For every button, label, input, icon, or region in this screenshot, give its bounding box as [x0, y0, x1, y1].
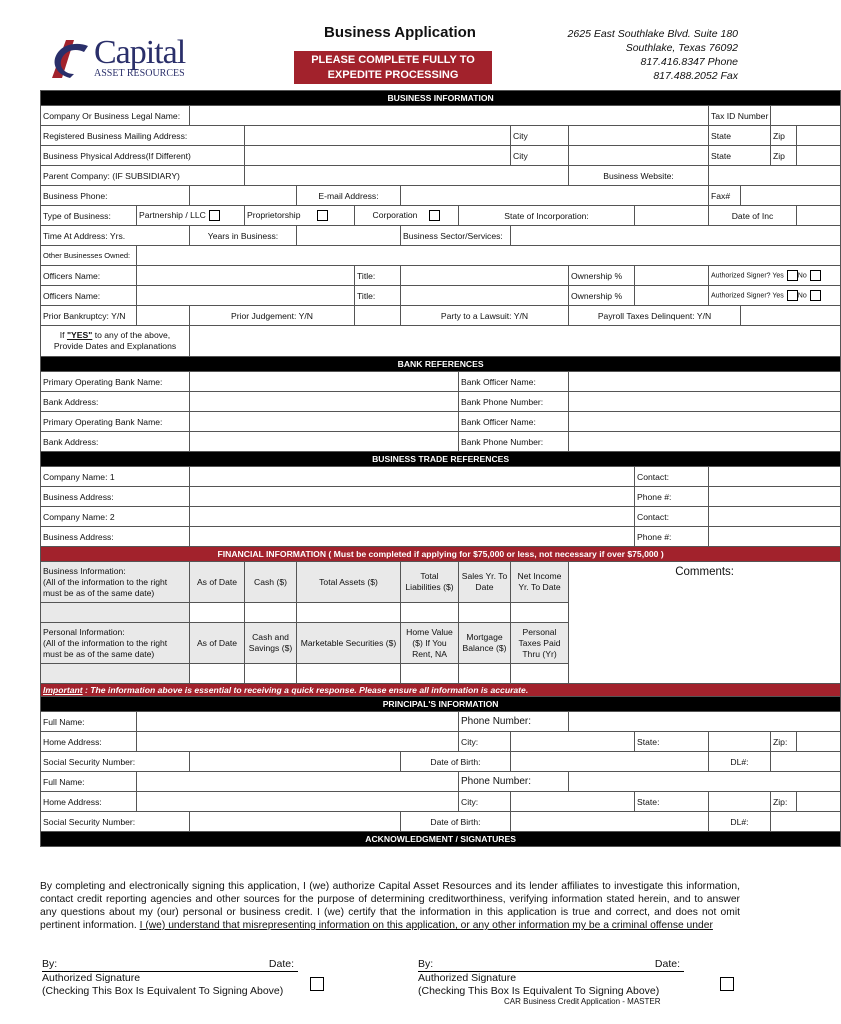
tax-id-label: Tax ID Number	[709, 106, 771, 126]
p2-city-field[interactable]	[511, 792, 635, 812]
p1-zip-field[interactable]	[797, 732, 841, 752]
p2-dl-field[interactable]	[771, 812, 841, 832]
financial-header: FINANCIAL INFORMATION ( Must be completed if applying for $75,000 or less, not necessary if over $75,000 )	[41, 547, 841, 562]
trade1-address-label: Business Address:	[41, 487, 190, 507]
business-financial-label	[41, 562, 190, 603]
bank-references-header: BANK REFERENCES	[41, 357, 841, 372]
form-footer: CAR Business Credit Application - MASTER	[504, 997, 661, 1006]
p2-phone-field[interactable]	[569, 772, 841, 792]
judgement-label: Prior Judgement: Y/N	[190, 306, 355, 326]
ack-underlined-text: I (we) understand that misrepresenting information on this application, or any other information my be a criminal offense under	[139, 920, 713, 931]
mailing-address-field[interactable]	[245, 126, 511, 146]
p2-dl-label: DL#:	[709, 812, 771, 832]
officer2-no-checkbox[interactable]	[810, 290, 821, 301]
bank2-name-label: Primary Operating Bank Name:	[41, 412, 190, 432]
physical-zip-field[interactable]	[797, 146, 841, 166]
physical-state-label: State	[709, 146, 771, 166]
business-info-header: BUSINESS INFORMATION	[41, 91, 841, 106]
corporation-label: Corporation	[372, 209, 418, 220]
per-home-value: Home Value ($) If You Rent, NA	[401, 623, 459, 664]
p1-address-label: Home Address:	[41, 732, 137, 752]
per-mortgage-field[interactable]	[459, 664, 511, 684]
by-label-right: By:	[418, 958, 434, 970]
trade2-company-field[interactable]	[190, 507, 635, 527]
p2-dob-label: Date of Birth:	[401, 812, 511, 832]
trade2-address-label: Business Address:	[41, 527, 190, 547]
p1-name-label: Full Name:	[41, 712, 137, 732]
physical-address-label: Business Physical Address(If Different)	[41, 146, 245, 166]
bank2-phone-label: Bank Phone Number:	[459, 432, 569, 452]
bus-total-liabilities-field[interactable]	[401, 603, 459, 623]
by-label-left: By:	[42, 958, 58, 970]
if-yes-post: to any of the above,	[92, 330, 171, 340]
business-info-title: Business Information:	[43, 565, 126, 576]
mailing-zip-label: Zip	[771, 126, 797, 146]
officer2-ownership-label: Ownership %	[569, 286, 635, 306]
years-in-business-label: Years in Business:	[190, 226, 297, 246]
p2-zip-label: Zip:	[771, 792, 797, 812]
important-notice	[41, 684, 841, 697]
fax-field[interactable]	[741, 186, 841, 206]
bus-total-assets-field[interactable]	[297, 603, 401, 623]
years-in-business-field[interactable]	[297, 226, 401, 246]
application-form	[40, 90, 807, 847]
address-line-1: 2625 East Southlake Blvd. Suite 180	[567, 28, 738, 40]
bus-as-of-date-field[interactable]	[190, 603, 245, 623]
trade2-company-label: Company Name: 2	[41, 507, 190, 527]
p1-state-label: State:	[635, 732, 709, 752]
per-taxes: Personal Taxes Paid Thru (Yr)	[511, 623, 569, 664]
business-phone-label: Business Phone:	[41, 186, 190, 206]
if-yes-pre: If	[59, 330, 67, 340]
officer1-yes-checkbox[interactable]	[787, 270, 798, 281]
legal-name-label: Company Or Business Legal Name:	[41, 106, 190, 126]
date-label-left: Date:	[268, 958, 294, 970]
no-label: No	[797, 292, 807, 300]
banner-line-2: EXPEDITE PROCESSING	[327, 69, 459, 81]
per-taxes-field[interactable]	[511, 664, 569, 684]
bank2-officer-field[interactable]	[569, 412, 841, 432]
corporation-checkbox[interactable]	[429, 210, 440, 221]
p2-city-label: City:	[459, 792, 511, 812]
state-inc-field[interactable]	[635, 206, 709, 226]
bankruptcy-field[interactable]	[137, 306, 190, 326]
principal-header: PRINCIPAL'S INFORMATION	[41, 697, 841, 712]
p1-dl-field[interactable]	[771, 752, 841, 772]
p1-city-field[interactable]	[511, 732, 635, 752]
p2-phone-label: Phone Number:	[459, 772, 569, 792]
p1-dob-label: Date of Birth:	[401, 752, 511, 772]
important-label: Important	[43, 685, 83, 695]
bank2-address-label: Bank Address:	[41, 432, 190, 452]
company-logo	[44, 34, 194, 82]
officer2-title-field[interactable]	[401, 286, 569, 306]
officer2-title-label: Title:	[355, 286, 401, 306]
personal-info-note: (All of the information to the right must be as of the same date)	[43, 637, 168, 659]
yes-label: Yes	[772, 272, 784, 280]
bank2-name-field[interactable]	[190, 412, 459, 432]
page-title: Business Application	[324, 24, 476, 41]
fax-number: 817.488.2052 Fax	[653, 70, 738, 82]
p1-dl-label: DL#:	[709, 752, 771, 772]
mailing-city-label: City	[511, 126, 569, 146]
payroll-label: Payroll Taxes Delinquent: Y/N	[569, 306, 741, 326]
p1-zip-label: Zip:	[771, 732, 797, 752]
p1-ssn-label: Social Security Number:	[41, 752, 190, 772]
p2-dob-field[interactable]	[511, 812, 709, 832]
officer1-name-label: Officers Name:	[41, 266, 137, 286]
per-cash-savings-field[interactable]	[245, 664, 297, 684]
bus-cash: Cash ($)	[245, 562, 297, 603]
lawsuit-label: Party to a Lawsuit: Y/N	[401, 306, 569, 326]
bus-net-income-field[interactable]	[511, 603, 569, 623]
address-line-2: Southlake, Texas 76092	[625, 42, 738, 54]
officer2-signer-group	[709, 286, 841, 306]
p2-state-label: State:	[635, 792, 709, 812]
ack-text: By completing and electronically signing this application, I (we) authorize Capital Asset Resources and its lender affiliates to investigate this information, contact credit reporting agencies and other sources for the purpose of determining creditworthiness, verifying information stated herein, and to answer any questions about my (our) personal or business credit. I (we) certify that the information in this application is true and correct, and does not omit pertinent information.	[40, 881, 740, 931]
officer1-ownership-label: Ownership %	[569, 266, 635, 286]
trade2-phone-field[interactable]	[709, 527, 841, 547]
officer1-name-field[interactable]	[137, 266, 355, 286]
trade2-contact-field[interactable]	[709, 507, 841, 527]
p2-state-field[interactable]	[709, 792, 771, 812]
signature-block-right	[418, 958, 684, 998]
officer1-title-field[interactable]	[401, 266, 569, 286]
parent-company-label: Parent Company: (IF SUBSIDIARY)	[41, 166, 245, 186]
trade1-contact-label: Contact:	[635, 467, 709, 487]
p1-state-field[interactable]	[709, 732, 771, 752]
tax-id-field[interactable]	[771, 106, 841, 126]
bus-cash-field[interactable]	[245, 603, 297, 623]
officer2-yes-checkbox[interactable]	[787, 290, 798, 301]
p1-ssn-field[interactable]	[190, 752, 401, 772]
trade1-phone-label: Phone #:	[635, 487, 709, 507]
explanations-field[interactable]	[190, 326, 841, 357]
physical-address-field[interactable]	[245, 146, 511, 166]
auth-sig-right: Authorized Signature	[418, 972, 517, 984]
per-home-value-field[interactable]	[401, 664, 459, 684]
per-as-of-date: As of Date	[190, 623, 245, 664]
other-businesses-field[interactable]	[137, 246, 841, 266]
per-securities-field[interactable]	[297, 664, 401, 684]
trade1-phone-field[interactable]	[709, 487, 841, 507]
mailing-zip-field[interactable]	[797, 126, 841, 146]
bank1-name-field[interactable]	[190, 372, 459, 392]
sign-checkbox-right[interactable]	[720, 977, 734, 991]
time-at-address-label: Time At Address: Yrs.	[41, 226, 190, 246]
officer2-name-field[interactable]	[137, 286, 355, 306]
bank1-officer-label: Bank Officer Name:	[459, 372, 569, 392]
p2-name-label: Full Name:	[41, 772, 137, 792]
legal-name-field[interactable]	[190, 106, 709, 126]
trade-references-header: BUSINESS TRADE REFERENCES	[41, 452, 841, 467]
signature-block-left	[42, 958, 298, 998]
officer1-signer-group	[709, 266, 841, 286]
per-as-of-date-field[interactable]	[190, 664, 245, 684]
proprietorship-option[interactable]	[245, 206, 355, 226]
signer-label: Authorized Signer?	[711, 292, 771, 300]
officer2-ownership-field[interactable]	[635, 286, 709, 306]
bank1-address-label: Bank Address:	[41, 392, 190, 412]
logo-wordmark: Capital	[94, 34, 186, 71]
p1-city-label: City:	[459, 732, 511, 752]
bus-total-assets: Total Assets ($)	[297, 562, 401, 603]
trade1-contact-field[interactable]	[709, 467, 841, 487]
trade2-address-field[interactable]	[190, 527, 635, 547]
bus-as-of-date: As of Date	[190, 562, 245, 603]
judgement-field[interactable]	[355, 306, 401, 326]
p1-phone-field[interactable]	[569, 712, 841, 732]
p2-address-label: Home Address:	[41, 792, 137, 812]
date-inc-label: Date of Inc	[709, 206, 797, 226]
per-mortgage: Mortgage Balance ($)	[459, 623, 511, 664]
sector-label: Business Sector/Services:	[401, 226, 511, 246]
bank1-name-label: Primary Operating Bank Name:	[41, 372, 190, 392]
officer1-no-checkbox[interactable]	[810, 270, 821, 281]
personal-financial-label	[41, 623, 190, 664]
if-yes-note	[41, 326, 190, 357]
p1-phone-label: Phone Number:	[459, 712, 569, 732]
per-financial-spacer	[41, 664, 190, 684]
date-inc-field[interactable]	[797, 206, 841, 226]
bank2-officer-label: Bank Officer Name:	[459, 412, 569, 432]
partnership-option[interactable]	[137, 206, 245, 226]
signer-label: Authorized Signer?	[711, 272, 771, 280]
bank1-phone-field[interactable]	[569, 392, 841, 412]
trade2-contact-label: Contact:	[635, 507, 709, 527]
partnership-checkbox[interactable]	[209, 210, 220, 221]
trade1-address-field[interactable]	[190, 487, 635, 507]
bank2-address-field[interactable]	[190, 432, 459, 452]
comments-box[interactable]	[569, 562, 841, 684]
payroll-field[interactable]	[741, 306, 841, 326]
proprietorship-label: Proprietorship	[247, 209, 301, 220]
trade1-company-label: Company Name: 1	[41, 467, 190, 487]
email-field[interactable]	[401, 186, 709, 206]
proprietorship-checkbox[interactable]	[317, 210, 328, 221]
officer1-title-label: Title:	[355, 266, 401, 286]
trade2-phone-label: Phone #:	[635, 527, 709, 547]
important-text: : The information above is essential to receiving a quick response. Please ensure all information is accurate.	[82, 685, 529, 695]
email-label: E-mail Address:	[297, 186, 401, 206]
mailing-address-label: Registered Business Mailing Address:	[41, 126, 245, 146]
comments-label: Comments:	[675, 566, 734, 578]
instruction-banner	[294, 51, 492, 84]
sector-field[interactable]	[511, 226, 841, 246]
ack-header: ACKNOWLEDGMENT / SIGNATURES	[41, 832, 841, 847]
p2-name-field[interactable]	[137, 772, 459, 792]
p1-address-field[interactable]	[137, 732, 459, 752]
bus-financial-spacer	[41, 603, 190, 623]
per-cash-savings: Cash and Savings ($)	[245, 623, 297, 664]
signature-line-left[interactable]	[42, 958, 298, 972]
bank1-officer-field[interactable]	[569, 372, 841, 392]
logo-subtitle: ASSET RESOURCES	[94, 68, 185, 79]
physical-city-label: City	[511, 146, 569, 166]
bus-net-income: Net Income Yr. To Date	[511, 562, 569, 603]
form-table	[40, 90, 841, 847]
officer2-name-label: Officers Name:	[41, 286, 137, 306]
p2-address-field[interactable]	[137, 792, 459, 812]
bankruptcy-label: Prior Bankruptcy: Y/N	[41, 306, 137, 326]
p2-ssn-field[interactable]	[190, 812, 401, 832]
bus-total-liabilities: Total Liabilities ($)	[401, 562, 459, 603]
date-label-right: Date:	[654, 958, 680, 970]
bank1-address-field[interactable]	[190, 392, 459, 412]
officer1-ownership-field[interactable]	[635, 266, 709, 286]
partnership-label: Partnership / LLC	[139, 209, 206, 220]
parent-company-field[interactable]	[245, 166, 569, 186]
p1-name-field[interactable]	[137, 712, 459, 732]
website-label: Business Website:	[569, 166, 709, 186]
p2-zip-field[interactable]	[797, 792, 841, 812]
signature-line-right[interactable]	[418, 958, 684, 972]
personal-info-title: Personal Information:	[43, 626, 125, 637]
website-field[interactable]	[709, 166, 841, 186]
banner-line-1: PLEASE COMPLETE FULLY TO	[311, 54, 475, 66]
trade1-company-field[interactable]	[190, 467, 635, 487]
p1-dob-field[interactable]	[511, 752, 709, 772]
auth-sig-left: Authorized Signature	[42, 972, 141, 984]
p2-ssn-label: Social Security Number:	[41, 812, 190, 832]
corporation-option[interactable]	[355, 206, 459, 226]
provide-dates: Provide Dates and Explanations	[53, 341, 177, 351]
company-address	[568, 27, 738, 83]
ack-paragraph	[40, 880, 740, 932]
bank1-phone-label: Bank Phone Number:	[459, 392, 569, 412]
yes-emphasis: "YES"	[66, 330, 93, 340]
bus-sales: Sales Yr. To Date	[459, 562, 511, 603]
bus-sales-field[interactable]	[459, 603, 511, 623]
per-securities: Marketable Securities ($)	[297, 623, 401, 664]
business-phone-field[interactable]	[190, 186, 297, 206]
business-type-label: Type of Business:	[41, 206, 137, 226]
mailing-city-field[interactable]	[569, 126, 709, 146]
business-info-note: (All of the information to the right must be as of the same date)	[43, 576, 168, 598]
checking-note-left: (Checking This Box Is Equivalent To Signing Above)	[42, 985, 284, 997]
mailing-state-label: State	[709, 126, 771, 146]
checking-note-right: (Checking This Box Is Equivalent To Signing Above)	[418, 985, 660, 997]
bank2-phone-field[interactable]	[569, 432, 841, 452]
no-label: No	[797, 272, 807, 280]
state-inc-label: State of Incorporation:	[459, 206, 635, 226]
physical-city-field[interactable]	[569, 146, 709, 166]
phone-number: 817.416.8347 Phone	[640, 56, 738, 68]
physical-zip-label: Zip	[771, 146, 797, 166]
yes-label: Yes	[772, 292, 784, 300]
fax-label: Fax#	[709, 186, 741, 206]
other-businesses-label: Other Businesses Owned:	[41, 246, 137, 266]
sign-checkbox-left[interactable]	[310, 977, 324, 991]
logo-mark-icon	[44, 34, 94, 82]
